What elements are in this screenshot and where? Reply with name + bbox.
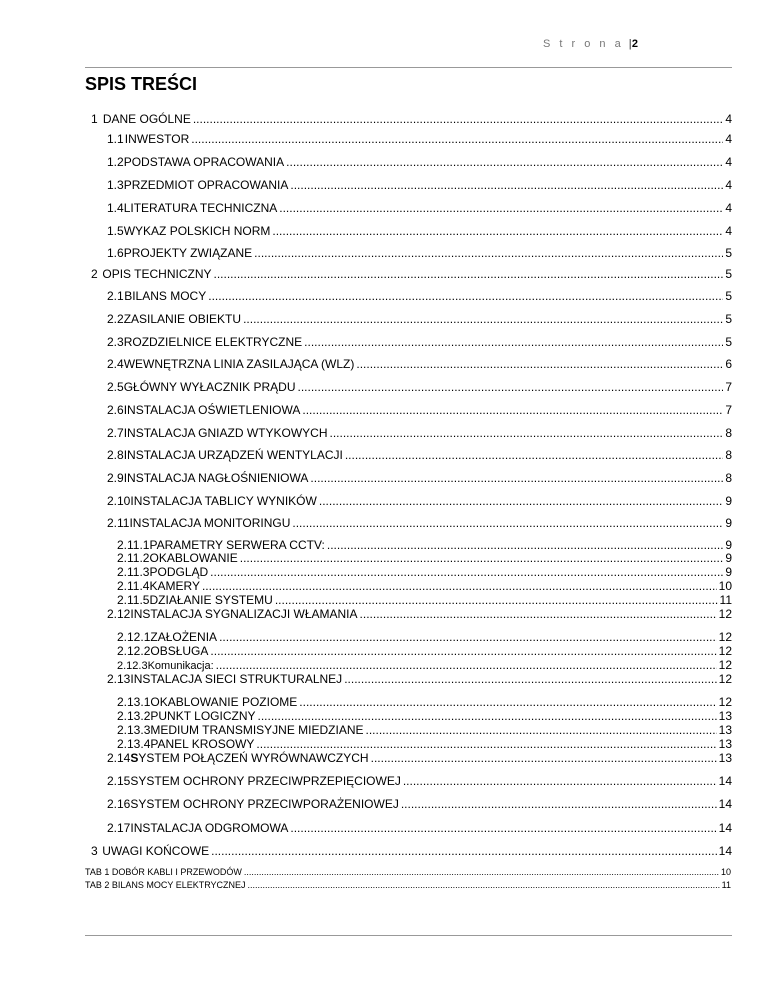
toc-entry[interactable] (91, 844, 732, 858)
toc-leader-dots (304, 335, 723, 349)
toc-entry-label: INSTALACJA OŚWIETLENIOWA (123, 403, 301, 417)
toc-entry-label: SYSTEM OCHRONY PRZECIWPORAŻENIOWEJ (130, 797, 399, 811)
toc-entry-page: 5 (725, 246, 732, 260)
toc-entry-number: 2.17 (107, 821, 131, 835)
toc-entry-number: 3 (91, 844, 98, 858)
toc-entry[interactable] (107, 380, 732, 394)
toc-entry-page: 9 (725, 565, 732, 579)
toc-entry-label: PRZEDMIOT OPRACOWANIA (123, 178, 289, 192)
toc-leader-dots (290, 178, 723, 192)
toc-leader-dots (210, 565, 723, 579)
toc-entry-label (130, 751, 368, 765)
toc-entry-label: INSTALACJA NAGŁOŚNIENIOWA (123, 471, 309, 485)
toc-entry-page: 10 (718, 579, 732, 593)
toc-entry-number: 1.3 (107, 178, 124, 192)
page-number: 2 (631, 38, 638, 50)
toc-entry-number: 2.13 (107, 672, 131, 686)
toc-leader-dots (298, 380, 724, 394)
toc-entry-number: 1.1 (107, 132, 124, 146)
toc-entry[interactable] (107, 178, 732, 192)
toc-entry[interactable] (117, 565, 732, 579)
toc-leader-dots (213, 267, 723, 281)
page-separator: | (628, 38, 632, 50)
toc-entry[interactable] (107, 672, 732, 686)
toc-entry[interactable] (117, 538, 732, 552)
toc-entry-page: 12 (718, 607, 732, 621)
toc-entry-page: 14 (718, 821, 732, 835)
toc-entry[interactable] (117, 737, 732, 751)
toc-entry-page: 4 (725, 155, 732, 169)
toc-entry-page: 5 (725, 267, 732, 281)
toc-entry-page: 8 (725, 471, 732, 485)
toc-entry[interactable] (107, 312, 732, 326)
toc-entry[interactable] (107, 751, 732, 765)
toc-entry-number: 1.2 (107, 155, 124, 169)
toc-entry-number: 1.4 (107, 201, 124, 215)
toc-entry[interactable] (91, 112, 732, 126)
toc-entry-label: Komunikacja: (147, 660, 214, 672)
toc-leader-dots (254, 246, 723, 260)
toc-entry-label: INSTALACJA ODGROMOWA (130, 821, 289, 835)
toc-entry-number: 2.11.1 (117, 538, 150, 552)
toc-leader-dots (208, 289, 723, 303)
toc-entry-number: 2.9 (107, 471, 124, 485)
toc-leader-dots (258, 709, 717, 723)
toc-entry-page: 13 (718, 751, 732, 765)
toc-leader-dots (366, 723, 717, 737)
toc-entry[interactable] (117, 593, 732, 607)
toc-entry-number: 2.11.2 (117, 551, 150, 565)
toc-entry-label-rest: YSTEM POŁĄCZEŃ WYRÓWNAWCZYCH (138, 751, 369, 765)
toc-entry-label: PANEL KROSOWY (150, 737, 255, 751)
toc-entry-number: 1.6 (107, 246, 124, 260)
toc-entry[interactable] (107, 132, 732, 146)
toc-entry[interactable] (107, 471, 732, 485)
toc-entry[interactable] (107, 224, 732, 238)
toc-entry-number: 2.11.4 (117, 579, 150, 593)
toc-entry-number: 2.8 (107, 448, 124, 462)
toc-leader-dots (299, 695, 716, 709)
toc-leader-dots (240, 551, 724, 565)
toc-entry-page: 4 (725, 132, 732, 146)
toc-entry-number: 2.11.3 (117, 565, 150, 579)
toc-table-label: TAB 2 BILANS MOCY ELEKTRYCZNEJ (85, 880, 246, 890)
toc-entry-label: PUNKT LOGICZNY (150, 709, 256, 723)
toc-entry[interactable] (91, 267, 732, 281)
toc-leader-dots (191, 132, 723, 146)
toc-entry-number: 2.13.3 (117, 723, 151, 737)
toc-entry[interactable] (117, 695, 732, 709)
toc-leader-dots (371, 751, 717, 765)
toc-leader-dots (202, 579, 717, 593)
toc-entry-label: PROJEKTY ZWIĄZANE (123, 246, 253, 260)
toc-entry-page: 7 (725, 403, 732, 417)
toc-entry-label: WEWNĘTRZNA LINIA ZASILAJĄCA (WLZ) (123, 357, 355, 371)
toc-entry-number: 2 (91, 267, 98, 281)
toc-leader-dots (290, 821, 716, 835)
toc-entry-number: 2.11 (107, 516, 130, 530)
toc-entry-label: PARAMETRY SERWERA CCTV: (149, 538, 325, 552)
toc-entry-page: 9 (725, 494, 732, 508)
toc-entry-number: 2.13.1 (117, 695, 151, 709)
toc-entry-number: 2.3 (107, 335, 124, 349)
toc-entry-label: INSTALACJA SIECI STRUKTURALNEJ (130, 672, 343, 686)
toc-entry[interactable] (107, 821, 732, 835)
toc-entry-label: ZASILANIE OBIEKTU (123, 312, 242, 326)
header-rule (85, 67, 732, 68)
toc-entry-label: WYKAZ POLSKICH NORM (123, 224, 271, 238)
toc-entry-label: INSTALACJA SYGNALIZACJI WŁAMANIA (130, 607, 358, 621)
toc-entry-label: ZAŁOŻENIA (150, 630, 218, 644)
toc-leader-dots (327, 538, 723, 552)
toc-entry-label: SYSTEM OCHRONY PRZECIWPRZEPIĘCIOWEJ (130, 774, 401, 788)
toc-entry-label: INSTALACJA GNIAZD WTYKOWYCH (123, 426, 328, 440)
toc-entry[interactable] (117, 579, 732, 593)
toc-entry-page: 7 (725, 380, 732, 394)
toc-entry-number: 2.6 (107, 403, 124, 417)
toc-entry-page: 4 (725, 178, 732, 192)
toc-entry-label: OPIS TECHNICZNY (102, 267, 212, 281)
toc-entry-number: 2.13.2 (117, 709, 151, 723)
toc-entry-number: 2.5 (107, 380, 124, 394)
footer-rule (85, 935, 732, 936)
toc-entry[interactable] (107, 426, 732, 440)
toc-entry-page: 4 (725, 224, 732, 238)
toc-entry[interactable] (107, 289, 732, 303)
toc-entry-label: BILANS MOCY (124, 289, 207, 303)
toc-entry-page: 11 (719, 593, 732, 607)
toc-entry-page: 8 (725, 426, 732, 440)
toc-entry-label: INSTALACJA URZĄDZEŃ WENTYLACJI (123, 448, 343, 462)
toc-leader-dots (272, 224, 723, 238)
toc-leader-dots (401, 797, 717, 811)
toc-entry-page: 13 (718, 709, 732, 723)
toc-entry-number: 2.12 (107, 607, 131, 621)
toc-table-entry[interactable] (85, 880, 731, 890)
toc-entry-page: 4 (725, 201, 732, 215)
toc-leader-dots (219, 630, 717, 644)
toc-leader-dots (211, 844, 717, 858)
toc-entry-page: 13 (718, 737, 732, 751)
toc-leader-dots (286, 155, 723, 169)
page-label: S t r o n a (543, 38, 624, 50)
toc-leader-dots (345, 448, 723, 462)
toc-entry-number: 2.7 (107, 426, 124, 440)
toc-leader-dots (310, 471, 723, 485)
toc-leader-dots (244, 867, 719, 877)
toc-entry-label: OKABLOWANIE POZIOME (150, 695, 298, 709)
toc-entry-page: 12 (718, 630, 732, 644)
toc-entry[interactable] (117, 723, 732, 737)
toc-entry-page: 5 (725, 289, 732, 303)
toc-entry-number: 2.13.4 (117, 737, 151, 751)
toc-entry-number: 2.11.5 (117, 593, 150, 607)
toc-entry[interactable] (107, 246, 732, 260)
toc-entry[interactable] (117, 709, 732, 723)
toc-entry-number: 2.1 (107, 289, 124, 303)
toc-entry-page: 6 (725, 357, 732, 371)
toc-entry-number: 2.10 (107, 494, 131, 508)
toc-entry-number: 1 (91, 112, 98, 126)
toc-entry-number: 2.12.2 (117, 644, 151, 658)
toc-entry-label: DANE OGÓLNE (102, 112, 191, 126)
toc-entry-page: 13 (718, 723, 732, 737)
toc-entry-page: 9 (725, 551, 732, 565)
toc-table-label: TAB 1 DOBÓR KABLI I PRZEWODÓW (85, 867, 242, 877)
toc-entry-label: OBSŁUGA (150, 644, 209, 658)
toc-entry-page: 9 (725, 538, 732, 552)
toc-entry-number: 2.16 (107, 797, 131, 811)
toc-entry-label: MEDIUM TRANSMISYJNE MIEDZIANE (150, 723, 364, 737)
toc-entry[interactable] (107, 607, 732, 621)
toc-entry[interactable] (117, 658, 732, 672)
toc-entry-label: LITERATURA TECHNICZNA (123, 201, 278, 215)
toc-table-entry[interactable] (85, 867, 731, 877)
toc-leader-dots (356, 357, 723, 371)
toc-entry[interactable] (107, 774, 732, 788)
toc-table-page: 10 (720, 867, 731, 877)
toc-leader-dots (319, 494, 723, 508)
toc-entry-label: PODGLĄD (149, 565, 209, 579)
toc-leader-dots (292, 516, 723, 530)
toc-entry-label: DZIAŁANIE SYSTEMU (149, 593, 273, 607)
toc-entry-page: 12 (718, 695, 732, 709)
toc-entry[interactable] (107, 357, 732, 371)
toc-leader-dots (329, 426, 723, 440)
toc-entry-page: 4 (725, 112, 732, 126)
toc-entry[interactable] (107, 335, 732, 349)
toc-leader-dots (243, 312, 723, 326)
toc-entry-label: INWESTOR (124, 132, 190, 146)
toc-entry-label: INSTALACJA TABLICY WYNIKÓW (130, 494, 317, 508)
toc-entry[interactable] (117, 630, 732, 644)
toc-leader-dots (360, 607, 717, 621)
toc-entry[interactable] (107, 403, 732, 417)
toc-entry-label: OKABLOWANIE (149, 551, 238, 565)
toc-leader-dots (279, 201, 723, 215)
toc-entry[interactable] (107, 448, 732, 462)
toc-entry-page: 14 (718, 844, 732, 858)
toc-entry-page: 9 (725, 516, 732, 530)
toc-entry[interactable] (117, 644, 732, 658)
toc-entry-page: 14 (718, 774, 732, 788)
toc-entry-number: 2.14 (107, 751, 131, 765)
toc-entry[interactable] (107, 797, 732, 811)
toc-entry-label: ROZDZIELNICE ELEKTRYCZNE (123, 335, 303, 349)
toc-entry-number: 1.5 (107, 224, 124, 238)
toc-entry-number: 2.12.3 (117, 660, 148, 672)
toc-leader-dots (210, 644, 716, 658)
toc-entry-page: 8 (725, 448, 732, 462)
toc-table-page: 11 (721, 880, 731, 890)
toc-leader-dots (216, 658, 717, 672)
toc-entry[interactable] (107, 494, 732, 508)
page-header (543, 38, 638, 50)
toc-entry-number: 2.15 (107, 774, 131, 788)
toc-leader-dots (344, 672, 716, 686)
toc-entry-page: 5 (725, 312, 732, 326)
toc-leader-dots (248, 880, 720, 890)
toc-entry-label: INSTALACJA MONITORINGU (129, 516, 291, 530)
toc-entry-number: 2.4 (107, 357, 124, 371)
toc-entry-page: 12 (718, 658, 732, 672)
toc-entry-label: PODSTAWA OPRACOWANIA (123, 155, 285, 169)
toc-entry-number: 2.2 (107, 312, 124, 326)
toc-entry-label: UWAGI KOŃCOWE (102, 844, 210, 858)
toc-entry[interactable] (107, 201, 732, 215)
toc-entry[interactable] (117, 551, 732, 565)
toc-entry-page: 12 (718, 672, 732, 686)
toc-entry-label: GŁÓWNY WYŁACZNIK PRĄDU (123, 380, 296, 394)
toc-entry[interactable] (107, 155, 732, 169)
toc-leader-dots (403, 774, 717, 788)
toc-leader-dots (256, 737, 716, 751)
toc-entry-number: 2.12.1 (117, 630, 151, 644)
page-title: SPIS TREŚCI (85, 74, 198, 94)
toc-leader-dots (275, 593, 718, 607)
toc-entry-label: KAMERY (149, 579, 200, 593)
toc-entry-page: 12 (718, 644, 732, 658)
toc-entry-page: 5 (725, 335, 732, 349)
toc-entry-label-initial: S (130, 751, 139, 765)
toc-entry-page: 14 (718, 797, 732, 811)
toc-leader-dots (193, 112, 723, 126)
toc-entry[interactable] (107, 516, 732, 530)
toc-leader-dots (302, 403, 723, 417)
